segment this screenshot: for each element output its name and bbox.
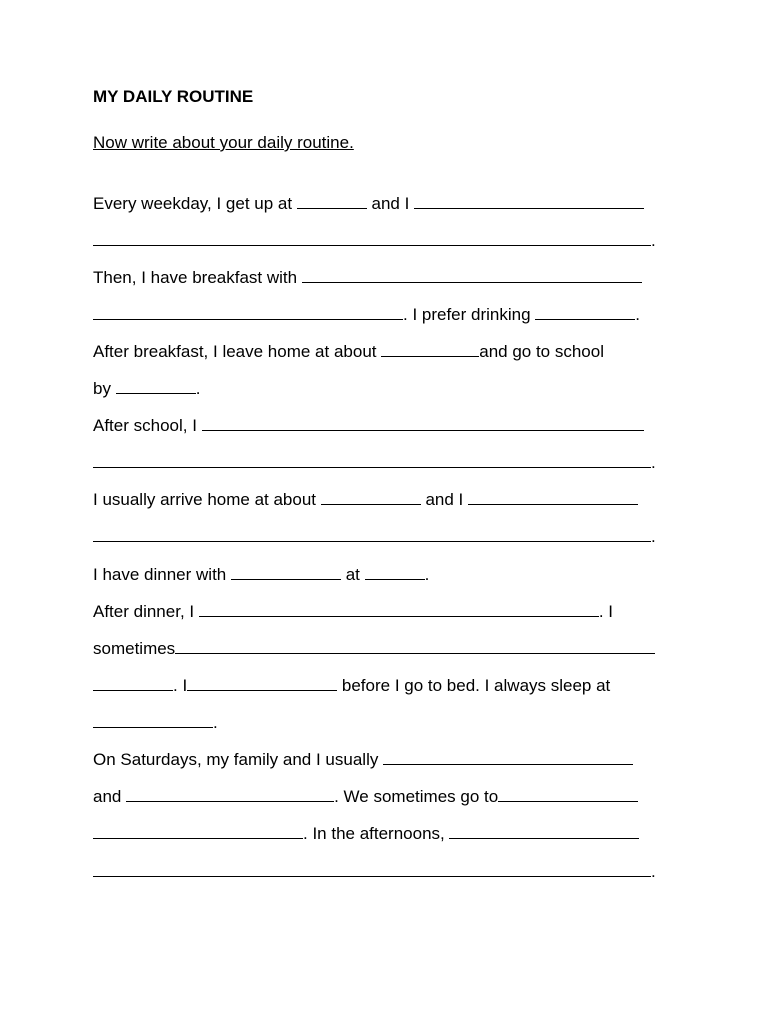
line-text: I usually arrive home at about [93, 490, 321, 509]
line-text: . I [173, 676, 188, 695]
line-text: . In the afternoons, [303, 824, 450, 843]
routine-line-16 [93, 748, 633, 768]
line-text: before I go to bed. I always sleep at [337, 676, 611, 695]
routine-line-11 [93, 563, 429, 583]
routine-line-1 [93, 192, 644, 212]
routine-line-4 [93, 303, 640, 323]
line-text: at [340, 565, 365, 584]
line-text: On Saturdays, my family and I usually [93, 750, 384, 769]
home-activity-continued-blank[interactable] [93, 525, 651, 542]
line-text: Then, I have breakfast with [93, 268, 302, 287]
line-text: by [93, 379, 116, 398]
line-text: . We sometimes go to [334, 787, 499, 806]
line-text: I have dinner with [93, 565, 231, 584]
line-text: and I [366, 194, 415, 213]
breakfast-with-blank[interactable] [302, 266, 642, 283]
leave-time-blank[interactable] [381, 340, 479, 357]
line-text: . I prefer drinking [403, 305, 536, 324]
breakfast-with-continued-blank[interactable] [93, 303, 403, 320]
wake-time-blank[interactable] [297, 192, 367, 209]
line-text: After breakfast, I leave home at about [93, 342, 382, 361]
dinner-time-blank[interactable] [365, 563, 425, 580]
routine-line-3 [93, 266, 642, 286]
line-text: sometimes [93, 639, 176, 658]
saturday-activity-blank[interactable] [383, 748, 633, 765]
morning-activity-blank[interactable] [414, 192, 644, 209]
line-text: . [651, 231, 656, 250]
morning-activity-continued-blank[interactable] [93, 229, 651, 246]
worksheet-instruction: Now write about your daily routine. [93, 133, 354, 152]
home-activity-blank[interactable] [468, 488, 638, 505]
routine-line-19 [93, 860, 656, 880]
line-text: . [651, 527, 656, 546]
saturday-activity-2-blank[interactable] [126, 785, 334, 802]
line-text: and go to school [479, 342, 604, 361]
routine-line-13 [93, 637, 655, 657]
saturday-place-blank[interactable] [498, 785, 638, 802]
line-text: After school, I [93, 416, 202, 435]
routine-line-7 [93, 414, 644, 434]
sometimes-continued-blank[interactable] [93, 674, 173, 691]
line-text: . [651, 453, 656, 472]
line-text: and [93, 787, 127, 806]
routine-line-5 [93, 340, 604, 360]
line-text: After dinner, I [93, 602, 199, 621]
routine-line-18 [93, 822, 639, 842]
after-dinner-blank[interactable] [199, 600, 599, 617]
drink-preference-blank[interactable] [535, 303, 635, 320]
after-school-blank[interactable] [202, 414, 644, 431]
routine-line-17 [93, 785, 638, 805]
line-text: Every weekday, I get up at [93, 194, 297, 213]
routine-line-15 [93, 711, 218, 731]
routine-line-6 [93, 377, 200, 397]
routine-line-10 [93, 525, 656, 545]
routine-line-9 [93, 488, 638, 508]
worksheet-title: MY DAILY ROUTINE [93, 87, 254, 106]
sometimes-blank[interactable] [175, 637, 655, 654]
routine-line-8 [93, 451, 656, 471]
routine-line-2 [93, 229, 656, 249]
line-text: . [651, 862, 656, 881]
dinner-with-blank[interactable] [231, 563, 341, 580]
sleep-time-blank[interactable] [93, 711, 213, 728]
arrive-time-blank[interactable] [321, 488, 421, 505]
line-text: . [635, 305, 641, 324]
line-text: . I [598, 602, 614, 621]
before-bed-blank[interactable] [187, 674, 337, 691]
line-text: . [213, 713, 218, 732]
line-text: . [424, 565, 430, 584]
line-text: and I [420, 490, 468, 509]
after-school-continued-blank[interactable] [93, 451, 651, 468]
transport-blank[interactable] [116, 377, 196, 394]
afternoon-activity-continued-blank[interactable] [93, 860, 651, 877]
saturday-place-continued-blank[interactable] [93, 822, 303, 839]
line-text: . [195, 379, 201, 398]
routine-line-12 [93, 600, 613, 620]
afternoon-activity-blank[interactable] [449, 822, 639, 839]
routine-line-14 [93, 674, 610, 694]
